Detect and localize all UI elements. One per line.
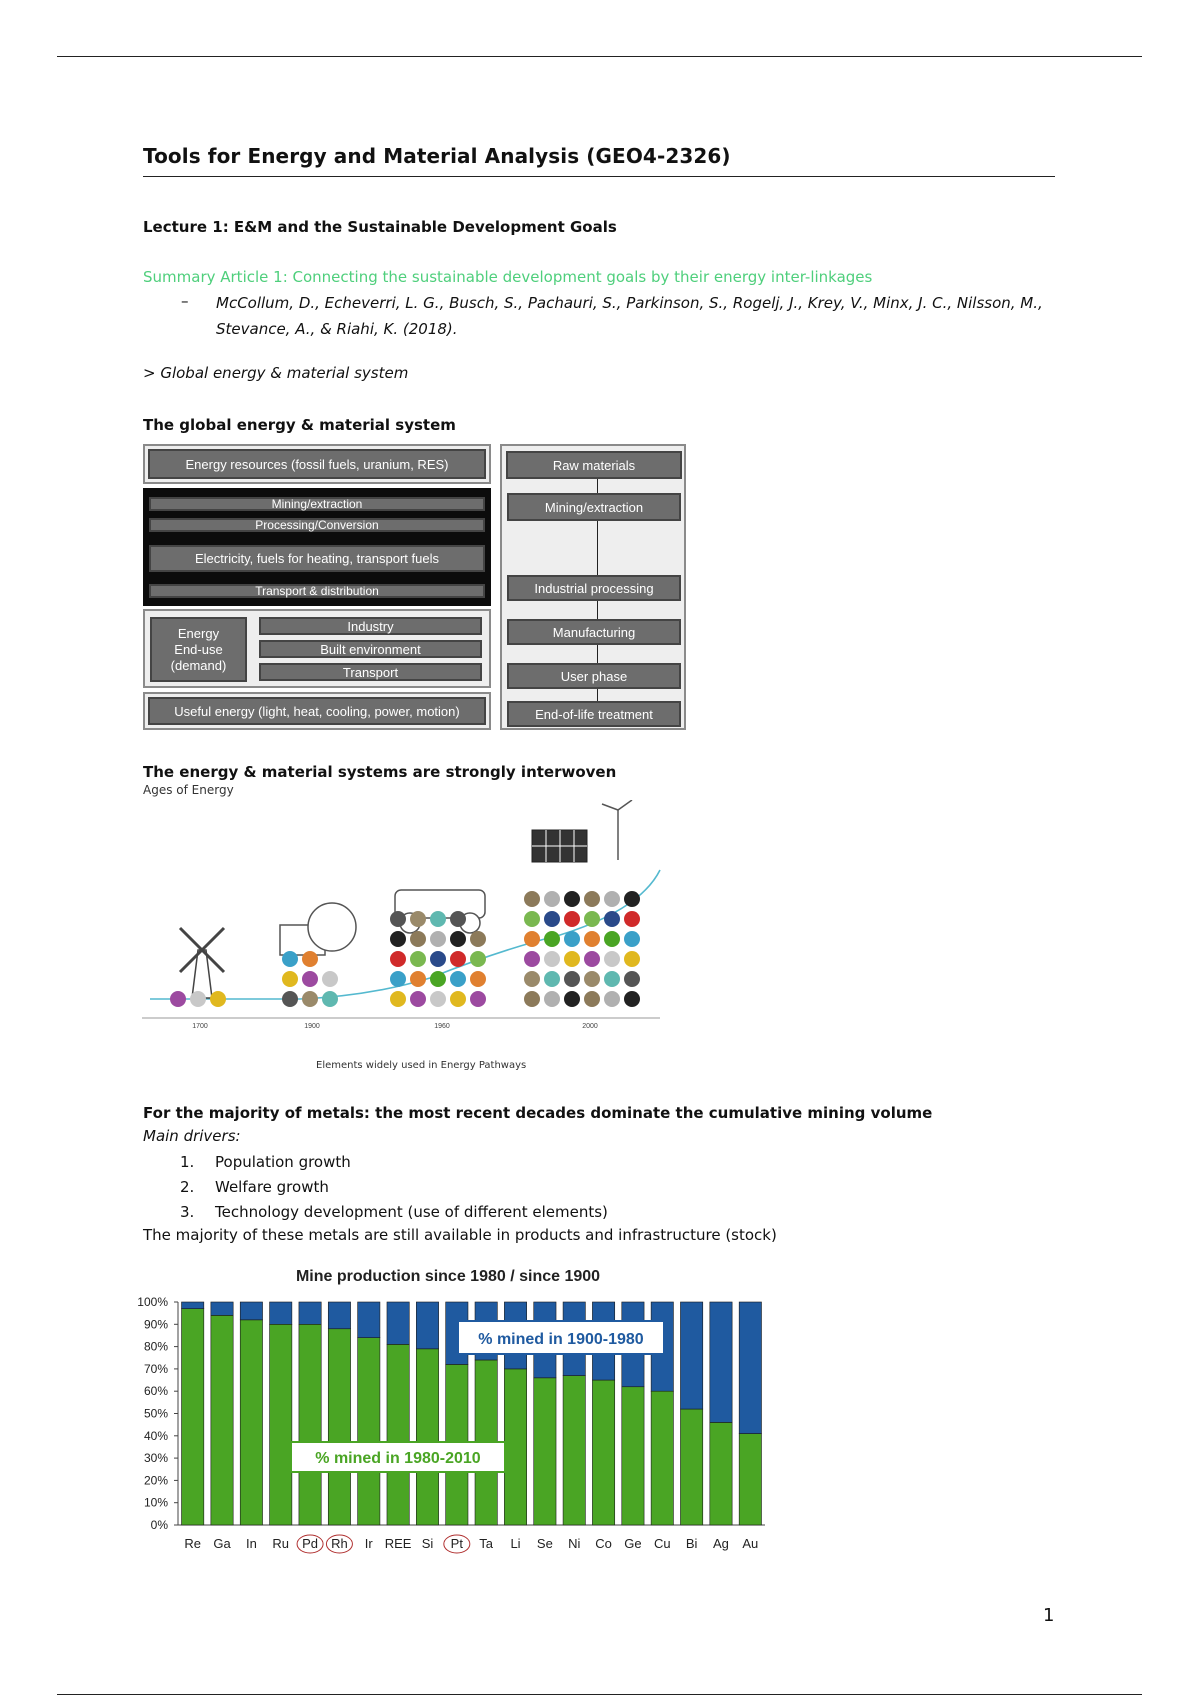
element-dot — [410, 931, 426, 947]
year-label: 1900 — [304, 1023, 320, 1030]
element-dot — [322, 971, 338, 987]
element-dot — [450, 931, 466, 947]
element-dot — [584, 971, 600, 987]
summary-heading: Summary Article 1: Connecting the sustainable development goals by their energy inter-linkages — [143, 268, 873, 286]
end-use-line-2: End-use — [174, 641, 223, 657]
bar-early — [710, 1302, 732, 1422]
bar-early — [358, 1302, 380, 1338]
list-item: 1. Population growth — [180, 1153, 351, 1171]
bar-recent — [211, 1315, 233, 1525]
element-dot — [450, 991, 466, 1007]
industrial-processing-box: Industrial processing — [507, 575, 681, 601]
year-label: 1960 — [434, 1023, 450, 1030]
y-tick-label: 50% — [143, 1406, 168, 1421]
element-dot — [282, 951, 298, 967]
reference-text: McCollum, D., Echeverri, L. G., Busch, S., Pachauri, S., Parkinson, S., Rogelj, J., Krey, V., Minx, J. C., Nilsson, M., Stevance, A., & Riahi, K. (2018). — [216, 294, 1043, 338]
bar-early — [387, 1302, 409, 1344]
element-dot — [190, 991, 206, 1007]
element-dot — [302, 971, 318, 987]
element-dot — [624, 931, 640, 947]
bar-recent — [328, 1329, 350, 1525]
x-tick-label: Co — [595, 1536, 612, 1551]
element-dot — [282, 991, 298, 1007]
chart-labels — [184, 1535, 758, 1553]
element-dot — [302, 951, 318, 967]
y-tick-label: 100% — [137, 1295, 168, 1309]
document-title: Tools for Energy and Material Analysis (GEO4-2326) — [143, 144, 731, 168]
elements-caption: Elements widely used in Energy Pathways — [316, 1060, 527, 1071]
bar-recent — [739, 1434, 761, 1525]
majority-metals-heading: For the majority of metals: the most recent decades dominate the cumulative mining volume — [143, 1104, 933, 1122]
element-dot — [524, 951, 540, 967]
element-dot — [584, 951, 600, 967]
flow-arrow — [597, 521, 598, 575]
wind-turbine-icon — [602, 800, 632, 860]
y-tick-label: 70% — [143, 1361, 168, 1376]
element-dot — [604, 931, 620, 947]
element-dot — [410, 971, 426, 987]
element-dot — [282, 971, 298, 987]
bar-recent — [240, 1320, 262, 1525]
y-tick-label: 90% — [143, 1317, 168, 1332]
element-dot — [430, 931, 446, 947]
element-dot — [564, 971, 580, 987]
flow-arrow — [597, 645, 598, 663]
bar-early — [416, 1302, 438, 1349]
element-dot — [584, 891, 600, 907]
element-dot — [170, 991, 186, 1007]
transport-distribution-box: Transport & distribution — [149, 584, 485, 598]
electricity-fuels-box: Electricity, fuels for heating, transport fuels — [149, 545, 485, 572]
flow-arrow — [597, 601, 598, 619]
useful-energy-box: Useful energy (light, heat, cooling, power, motion) — [148, 697, 486, 725]
flow-arrow — [597, 479, 598, 493]
element-dot — [470, 951, 486, 967]
x-tick-label: Ga — [213, 1536, 231, 1551]
y-tick-label: 40% — [143, 1428, 168, 1443]
ages-of-energy-figure — [140, 800, 670, 1035]
element-dot — [524, 931, 540, 947]
ages-of-energy-label: Ages of Energy — [143, 783, 234, 797]
element-dot — [524, 991, 540, 1007]
element-dot — [624, 971, 640, 987]
mine-production-chart — [130, 1258, 780, 1558]
bar-recent — [651, 1391, 673, 1525]
element-dot — [604, 991, 620, 1007]
legend-early-label: % mined in 1900-1980 — [478, 1331, 644, 1348]
x-tick-label: Ge — [624, 1536, 642, 1551]
bar-recent — [680, 1409, 702, 1525]
year-label: 1700 — [192, 1023, 208, 1030]
user-phase-box: User phase — [507, 663, 681, 689]
element-dot — [544, 931, 560, 947]
page-bottom-rule — [57, 1694, 1142, 1695]
built-environment-box: Built environment — [259, 640, 482, 658]
element-dot — [624, 891, 640, 907]
y-tick-label: 10% — [143, 1495, 168, 1510]
element-dot — [470, 971, 486, 987]
x-tick-label: Ni — [568, 1536, 581, 1551]
element-dot — [450, 911, 466, 927]
bar-early — [328, 1302, 350, 1329]
x-tick-label: Au — [742, 1536, 759, 1551]
element-dot — [430, 911, 446, 927]
bar-recent — [299, 1324, 321, 1525]
y-tick-label: 20% — [143, 1473, 168, 1488]
transport-box: Transport — [259, 663, 482, 681]
drivers-list — [180, 1150, 608, 1225]
bar-recent — [710, 1422, 732, 1525]
main-drivers-label: Main drivers: — [143, 1127, 241, 1145]
element-dot — [624, 991, 640, 1007]
x-tick-label: Si — [421, 1536, 434, 1551]
title-underline — [143, 176, 1055, 177]
element-dot — [544, 971, 560, 987]
industry-box: Industry — [259, 617, 482, 635]
element-dot — [430, 991, 446, 1007]
x-tick-label: Li — [510, 1536, 521, 1551]
global-system-heading: The global energy & material system — [143, 416, 456, 434]
element-dot — [564, 891, 580, 907]
flow-arrow — [597, 689, 598, 701]
x-tick-label: Pt — [450, 1536, 463, 1551]
solar-panel-icon — [532, 830, 587, 862]
bar-recent — [563, 1376, 585, 1525]
element-dot — [564, 911, 580, 927]
list-item: 3. Technology development (use of different elements) — [180, 1203, 608, 1221]
x-tick-label: Ru — [272, 1536, 290, 1551]
element-dot — [604, 891, 620, 907]
element-dot — [410, 991, 426, 1007]
bar-early — [270, 1302, 292, 1324]
end-use-line-3: (demand) — [170, 657, 227, 673]
x-tick-label: Pd — [302, 1536, 319, 1551]
x-tick-label: Bi — [685, 1536, 698, 1551]
element-dot — [302, 991, 318, 1007]
x-tick-label: Ta — [479, 1536, 494, 1551]
processing-conversion-box: Processing/Conversion — [149, 518, 485, 532]
element-dot — [524, 911, 540, 927]
page-number: 1 — [1043, 1605, 1055, 1626]
y-tick-label: 80% — [143, 1339, 168, 1354]
x-tick-label: Se — [536, 1536, 553, 1551]
x-tick-label: Cu — [653, 1536, 671, 1551]
raw-materials-box: Raw materials — [506, 451, 682, 479]
element-dot — [524, 971, 540, 987]
element-dot — [584, 911, 600, 927]
element-dot — [390, 911, 406, 927]
legend-recent-label: % mined in 1980-2010 — [315, 1450, 481, 1467]
year-label: 2000 — [582, 1023, 598, 1030]
bar-recent — [592, 1380, 614, 1525]
manufacturing-box: Manufacturing — [507, 619, 681, 645]
x-tick-label: Ir — [364, 1536, 373, 1551]
interwoven-heading: The energy & material systems are strongly interwoven — [143, 763, 617, 781]
bar-recent — [270, 1324, 292, 1525]
element-dot — [210, 991, 226, 1007]
bar-early — [299, 1302, 321, 1324]
page-top-rule — [57, 56, 1142, 57]
element-dot — [604, 971, 620, 987]
bar-early — [240, 1302, 262, 1320]
y-tick-label: 30% — [143, 1451, 168, 1466]
element-dot — [564, 951, 580, 967]
element-dot — [604, 951, 620, 967]
element-dot — [604, 911, 620, 927]
element-dot — [624, 911, 640, 927]
bar-recent — [358, 1338, 380, 1525]
element-dot — [564, 931, 580, 947]
element-dot — [322, 991, 338, 1007]
element-dot — [430, 971, 446, 987]
bar-recent — [504, 1369, 526, 1525]
bar-early — [739, 1302, 761, 1434]
element-dot — [390, 931, 406, 947]
element-dot — [390, 951, 406, 967]
y-tick-label: 0% — [150, 1518, 168, 1532]
reference-bullet: – — [181, 292, 189, 310]
mining-extraction-energy: Mining/extraction — [149, 497, 485, 511]
element-dot — [470, 931, 486, 947]
element-dot — [390, 991, 406, 1007]
steam-engine-icon — [280, 903, 356, 955]
x-tick-label: Re — [184, 1536, 201, 1551]
windmill-icon — [180, 928, 224, 998]
stock-note: The majority of these metals are still available in products and infrastructure (stock) — [143, 1226, 777, 1244]
x-tick-label: REE — [384, 1536, 412, 1551]
element-dot — [524, 891, 540, 907]
end-use-line-1: Energy — [177, 625, 220, 641]
element-dot — [450, 971, 466, 987]
element-dot — [410, 951, 426, 967]
bar-recent — [622, 1387, 644, 1525]
bar-early — [680, 1302, 702, 1409]
chart-title: Mine production since 1980 / since 1900 — [295, 1268, 601, 1285]
x-tick-label: Ag — [713, 1536, 729, 1551]
x-tick-label: Rh — [331, 1536, 348, 1551]
bar-early — [211, 1302, 233, 1315]
element-dot — [430, 951, 446, 967]
element-dot — [410, 911, 426, 927]
bar-recent — [534, 1378, 556, 1525]
y-tick-label: 60% — [143, 1384, 168, 1399]
element-dot — [624, 951, 640, 967]
x-tick-label: In — [245, 1536, 257, 1551]
energy-end-use-box — [150, 617, 247, 682]
mining-extraction-material: Mining/extraction — [507, 493, 681, 521]
element-dot — [544, 991, 560, 1007]
element-dot — [584, 931, 600, 947]
end-of-life-box: End-of-life treatment — [507, 701, 681, 727]
element-dot — [584, 991, 600, 1007]
element-dot — [544, 891, 560, 907]
bar-recent — [416, 1349, 438, 1525]
list-item: 2. Welfare growth — [180, 1178, 329, 1196]
bar-recent — [182, 1309, 204, 1525]
element-dot — [390, 971, 406, 987]
element-dot — [450, 951, 466, 967]
section-marker: > Global energy & material system — [143, 364, 409, 382]
bar-recent — [387, 1344, 409, 1525]
element-dot — [470, 991, 486, 1007]
bar-early — [182, 1302, 204, 1309]
element-dot — [564, 991, 580, 1007]
energy-resources-box: Energy resources (fossil fuels, uranium, RES) — [148, 449, 486, 479]
lecture-heading: Lecture 1: E&M and the Sustainable Development Goals — [143, 218, 617, 236]
element-dot — [544, 951, 560, 967]
element-dot — [544, 911, 560, 927]
